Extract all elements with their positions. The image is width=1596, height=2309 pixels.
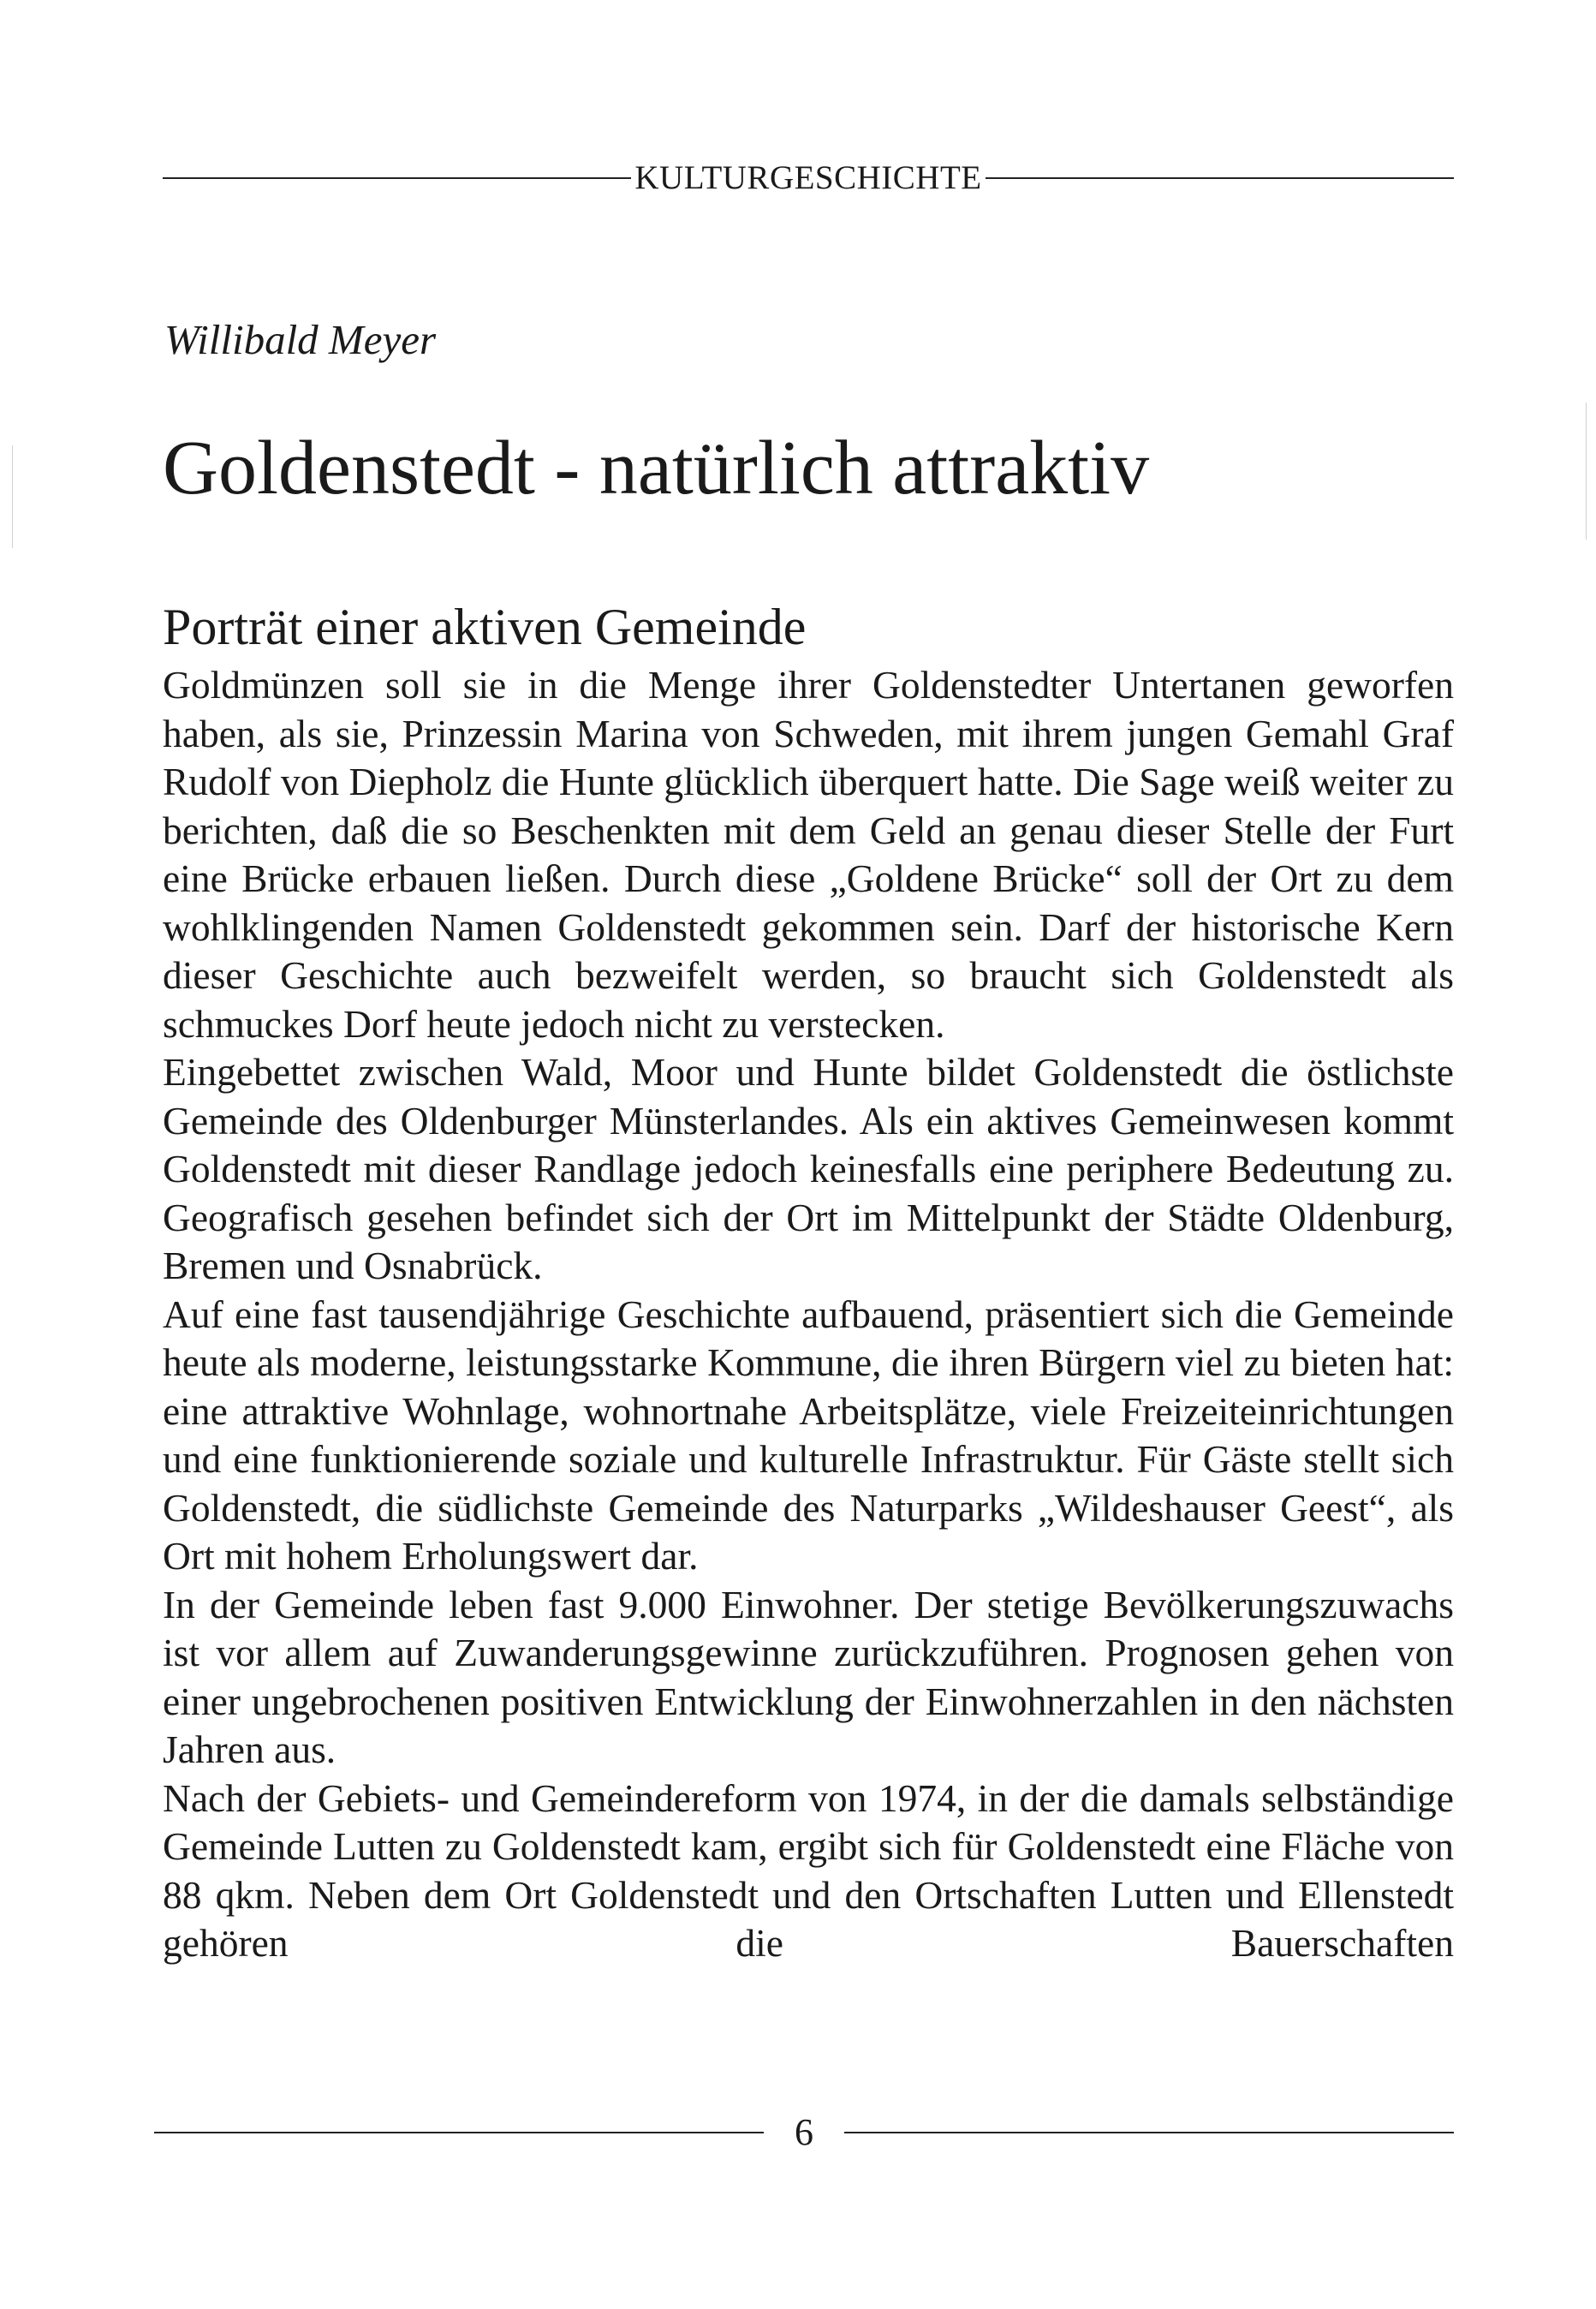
author-name: Willibald Meyer bbox=[164, 316, 437, 363]
page-footer bbox=[154, 2111, 1454, 2153]
article-body bbox=[163, 661, 1454, 1968]
running-head-rule-left bbox=[163, 177, 631, 179]
scan-edge-right bbox=[1586, 403, 1587, 540]
article-title: Goldenstedt - natürlich attraktiv bbox=[163, 426, 1150, 510]
paragraph: Goldmünzen soll sie in die Menge ihrer Goldenstedter Untertanen geworfen haben, als sie, Prinzessin Marina von Schweden, mit ihrem jungen Gemahl Graf Rudolf von Diepholz die Hunte glücklich überquert hatte. Die Sage weiß weiter zu berichten, daß die so Beschenkten mit dem Geld an genau dieser Stelle der Furt eine Brücke erbauen ließen. Durch diese „Goldene Brücke“ soll der Ort zu dem wohlklingenden Namen Goldenstedt gekommen sein. Darf der historische Kern dieser Geschichte auch bezweifelt werden, so braucht sich Goldenstedt als schmuckes Dorf heute jedoch nicht zu verstecken. bbox=[163, 663, 1454, 1046]
running-head bbox=[163, 161, 1454, 194]
article-subtitle: Porträt einer aktiven Gemeinde bbox=[163, 599, 807, 655]
paragraph: In der Gemeinde leben fast 9.000 Einwohner. Der stetige Bevölkerungszuwachs ist vor allem auf Zuwanderungsgewinne zurückzuführen. Prognosen gehen von einer ungebrochenen positiven Entwicklung der Einwohnerzahlen in den nächsten Jahren aus. bbox=[163, 1582, 1454, 1771]
paragraph: Auf eine fast tausendjährige Geschichte aufbauend, präsentiert sich die Gemeinde heute als moderne, leistungsstarke Kommune, die ihren Bürgern viel zu bieten hat: eine attraktive Wohnlage, wohnortnahe Arbeitsplätze, viele Freizeiteinrichtungen und eine funktionierende soziale und kulturelle Infrastruktur. Für Gäste stellt sich Goldenstedt, die südlichste Gemeinde des Naturparks „Wildeshauser Geest“, als Ort mit hohem Erholungswert dar. bbox=[163, 1292, 1454, 1578]
running-head-rule-right bbox=[986, 177, 1454, 179]
paragraph: Eingebettet zwischen Wald, Moor und Hunte bildet Goldenstedt die östlichste Gemeinde des Oldenburger Münsterlandes. Als ein aktives Gemeinwesen kommt Goldenstedt mit dieser Randlage jedoch keinesfalls eine periphere Bedeutung zu. Geografisch gesehen befindet sich der Ort im Mittelpunkt der Städte Oldenburg, Bremen und Osnabrück. bbox=[163, 1050, 1454, 1287]
scan-edge-left bbox=[12, 445, 13, 548]
paragraph: Nach der Gebiets- und Gemeindereform von 1974, in der die damals selbständige Gemeinde Lutten zu Goldenstedt kam, ergibt sich für Goldenstedt eine Fläche von 88 qkm. Neben dem Ort Goldenstedt und den Ortschaften Lutten und Ellenstedt gehören die Bauerschaften bbox=[163, 1775, 1454, 1965]
running-head-label: KULTURGESCHICHTE bbox=[634, 159, 982, 196]
footer-rule-left bbox=[154, 2132, 764, 2133]
footer-rule-right bbox=[844, 2132, 1454, 2133]
page-number: 6 bbox=[795, 2111, 813, 2153]
